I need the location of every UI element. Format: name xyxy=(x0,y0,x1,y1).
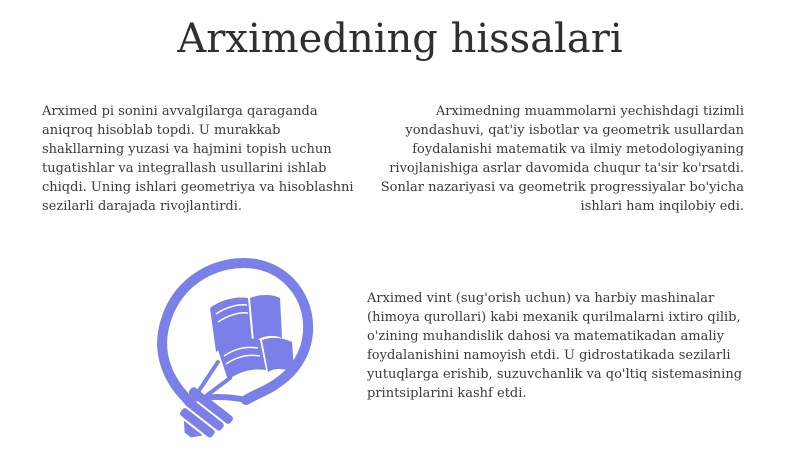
paragraph-inventions: Arximed vint (sug'orish uchun) va harbiy mashinalar (himoya qurollari) kabi mexanik qurilmalarni ixtiro qilib, o'zining muhandislik dahosi va matematikadan amaliy foydalanishini namoyish etdi. U gidrostatikada sezilarli yutuqlarga erishib, suzuvchanlik va qo'ltiq sistemasining printsiplarini kashf etdi. xyxy=(367,291,743,401)
paragraph-methodology: Arximedning muammolarni yechishdagi tizimli yondashuvi, qat'iy isbotlar va geometrik usullardan foydalanishi matematik va ilmiy metodologiyaning rivojlanishiga asrlar davomida chuqur ta'sir ko'rsatdi. Sonlar nazariyasi va geometrik progressiyalar bo'yicha ishlari ham inqilobiy edi. xyxy=(380,104,744,214)
slide-title: Arximedning hissalari xyxy=(177,16,623,62)
lightbulb-with-book-icon xyxy=(148,250,318,445)
paragraph-pi: Arximed pi sonini avvalgilarga qaraganda aniqroq hisoblab topdi. U murakkab shakllarning yuzasi va hajmini topish uchun tugatishlar va integrallash usullarini ishlab chiqdi. Uning ishlari geometriya va hisoblashni sezilarli darajada rivojlantirdi. xyxy=(42,104,354,214)
